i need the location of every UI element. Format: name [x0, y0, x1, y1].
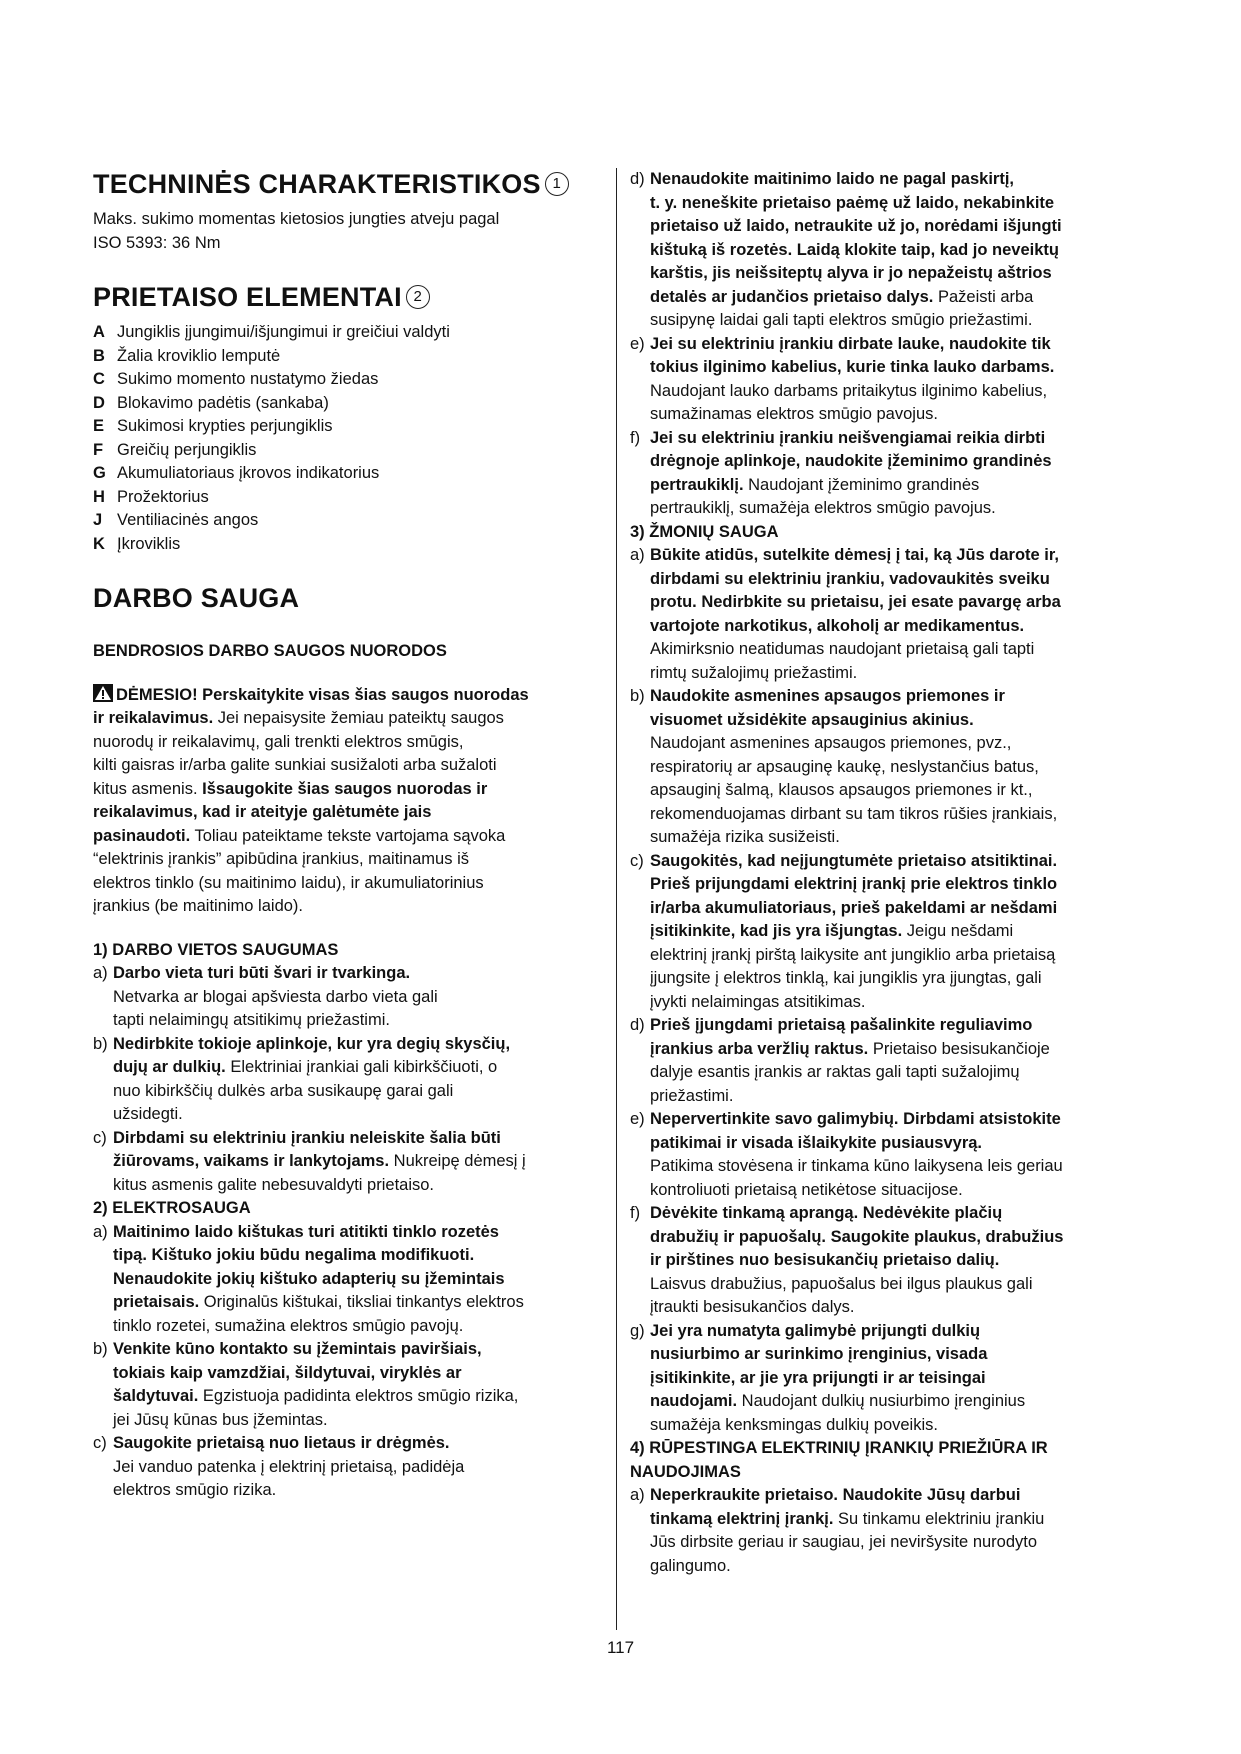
- section-3-heading: 3) ŽMONIŲ SAUGA: [630, 522, 779, 541]
- rule-3c-text: Prieš prijungdami elektrinį įrankį prie elektros tinklo ir/arba akumuliatoriaus, prieš pakeldami ar nešdami įsitikinkite, kad jis yra išjungtas. Jeigu nešdami elektrinį įrankį pirštą laikysite ant jungiklio arba prietaisą įjungsite į elektros tinklą, kai jungiklis yra įjungtas, gali įvykti nelaimingas atsitikimas.: [650, 875, 1058, 1011]
- element-item: B Žalia kroviklio lemputė: [93, 346, 281, 365]
- element-item: D Blokavimo padėtis (sankaba): [93, 393, 329, 412]
- column-divider: [616, 168, 617, 1630]
- rule-1a-text: Netvarka ar blogai apšviesta darbo vieta gali tapti nelaimingų atsitikimų priežastimi.: [113, 987, 438, 1029]
- rule-3a: a) Būkite atidūs, sutelkite dėmesį į tai, ką Jūs darote ir,: [630, 546, 1059, 564]
- rule-2c: c) Saugokite prietaisą nuo lietaus ir drėgmės.: [93, 1434, 450, 1452]
- rule-4a-text: tinkamą elektrinį įrankį. Su tinkamu elektriniu įrankiu Jūs dirbsite geriau ir saugiau, jei neviršysite nurodyto galingumo.: [650, 1509, 1045, 1575]
- rule-3f-text: drabužių ir papuošalų. Saugokite plaukus, drabužius ir pirštines nuo besisukančių prietaiso dalių. Laisvus drabužius, papuošalus bei ilgus plaukus gali įtraukti besisukančios dalys.: [650, 1227, 1064, 1316]
- rule-1c-text: žiūrovams, vaikams ir lankytojams. Nukreipę dėmesį į kitus asmenis galite nebesuvaldyti prietaiso.: [113, 1152, 526, 1194]
- section-4-heading: 4) RŪPESTINGA ELEKTRINIŲ ĮRANKIŲ PRIEŽIŪRA IR NAUDOJIMAS: [630, 1439, 1048, 1481]
- rule-1b: b) Nedirbkite tokioje aplinkoje, kur yra degių skysčių,: [93, 1034, 511, 1053]
- rule-2d-text: t. y. neneškite prietaiso paėmę už laido, nekabinkite prietaiso už laido, netraukite už jo, norėdami išjungti kištuką iš rozetės. Laidą klokite taip, kad jo neveiktų karštis, jis neišsiteptų alyva ir jo nepažeistų aštrios detalės ar judančios prietaiso dalys. Pažeisti arba susipynę laidai gali tapti elektros smūgio priežastimi.: [650, 193, 1062, 329]
- rule-2c-text: Jei vanduo patenka į elektrinį prietaisą, padidėja elektros smūgio rizika.: [113, 1457, 465, 1499]
- rule-3c: c) Saugokitės, kad neįjungtumėte prietaiso atsitiktinai.: [630, 851, 1058, 870]
- warning-icon: [93, 684, 113, 702]
- right-column: [630, 168, 1150, 1578]
- rule-2a-text: tipą. Kištuko jokiu būdu negalima modifikuoti. Nenaudokite jokių kištuko adapterių su įžemintais prietaisais. Originalūs kištukai, tiksliai tinkantys elektros tinklo rozetei, sumažina elektros smūgio pavojų.: [113, 1246, 524, 1335]
- rule-1c: c) Dirbdami su elektriniu įrankiu neleiskite šalia būti: [93, 1128, 501, 1147]
- general-safety-heading: BENDROSIOS DARBO SAUGOS NUORODOS: [93, 642, 447, 660]
- figure-ref-2: 2: [406, 285, 430, 309]
- rule-3f: f) Dėvėkite tinkamą aprangą. Nedėvėkite plačių: [630, 1204, 1003, 1222]
- warning-paragraph: DĖMESIO! Perskaitykite visas šias saugos nuorodas ir reikalavimus. Jei nepaisysite žemiau pateiktų saugos nuorodų ir reikalavimų, gali trenkti elektros smūgis, kilti gaisras ir/arba galite sunkiai susižaloti arba sužaloti kitus asmenis. Išsaugokite šias saugos nuorodas ir reikalavimus, kad ir ateityje galėtumėte jais pasinaudoti. Toliau pateiktame tekste vartojama sąvoka “elektrinis įrankis” apibūdina įrankius, maitinamus iš elektros tinklo (su maitinimo laidu), ir akumuliatorinius įrankius (be maitinimo laido).: [93, 685, 529, 915]
- page-number: 117: [606, 1638, 635, 1657]
- element-item: C Sukimo momento nustatymo žiedas: [93, 370, 379, 388]
- rule-4a: a) Neperkraukite prietaiso. Naudokite Jūsų darbui: [630, 1486, 1021, 1504]
- rule-2f-text: drėgnoje aplinkoje, naudokite įžeminimo grandinės pertraukiklį. Naudojant įžeminimo grandinės pertraukiklį, sumažėja elektros smūgio pavojus.: [650, 452, 1052, 517]
- rule-3e-text: patikimai ir visada išlaikykite pusiausvyrą. Patikima stovėsena ir tinkama kūno laikysena leis geriau kontroliuoti prietaisą netikėtose situacijose.: [650, 1133, 1063, 1199]
- section-1-heading: 1) DARBO VIETOS SAUGUMAS: [93, 940, 339, 959]
- elements-list: [93, 321, 605, 556]
- rule-2b: b) Venkite kūno kontakto su įžemintais paviršiais,: [93, 1340, 482, 1358]
- rule-2f: f) Jei su elektriniu įrankiu neišvengiamai reikia dirbti: [630, 428, 1046, 447]
- section-2-heading: 2) ELEKTROSAUGA: [93, 1199, 251, 1217]
- rule-3g: g) Jei yra numatyta galimybė prijungti dulkių: [630, 1321, 981, 1340]
- rule-2e-text: tokius ilginimo kabelius, kurie tinka lauko darbams. Naudojant lauko darbams pritaikytus ilginimo kabelius, sumažinamas elektros smūgio pavojus.: [650, 358, 1055, 423]
- rule-3b: b) Naudokite asmenines apsaugos priemones ir: [630, 687, 1005, 705]
- element-item: J Ventiliacinės angos: [93, 511, 259, 529]
- rule-3b-text: visuomet užsidėkite apsauginius akinius. Naudojant asmenines apsaugos priemones, pvz., respiratorių ar apsauginę kaukę, neslystančius batus, apsauginį šalmą, klausos apsaugos priemones ir kt., rekomenduojamas dirbant su tam tikros rūšies įrankiais, sumažėja rizika susižeisti.: [650, 710, 1058, 846]
- rule-1b-text: dujų ar dulkių. Elektriniai įrankiai gali kibirkščiuoti, o nuo kibirkščių dulkės arba susikaupę garai gali užsidegti.: [113, 1058, 498, 1123]
- element-item: K Įkroviklis: [93, 534, 181, 553]
- rule-2d: d) Nenaudokite maitinimo laido ne pagal paskirtį,: [630, 170, 1014, 188]
- element-item: H Prožektorius: [93, 487, 209, 506]
- tech-text: Maks. sukimo momentas kietosios jungties atveju pagal ISO 5393: 36 Nm: [93, 210, 500, 252]
- rule-3e: e) Nepervertinkite savo galimybių. Dirbdami atsistokite: [630, 1110, 1061, 1128]
- rule-1a: a) Darbo vieta turi būti švari ir tvarkinga.: [93, 964, 411, 982]
- element-item: E Sukimosi krypties perjungiklis: [93, 417, 333, 435]
- element-item: G Akumuliatoriaus įkrovos indikatorius: [93, 464, 380, 482]
- rule-3d: d) Prieš įjungdami prietaisą pašalinkite reguliavimo: [630, 1016, 1033, 1034]
- rule-2a: a) Maitinimo laido kištukas turi atitikti tinklo rozetės: [93, 1222, 499, 1241]
- rule-2e: e) Jei su elektriniu įrankiu dirbate lauke, naudokite tik: [630, 334, 1051, 353]
- tech-heading: TECHNINĖS CHARAKTERISTIKOS 1: [93, 168, 605, 200]
- rule-3d-text: įrankius arba veržlių raktus. Prietaiso besisukančioje dalyje esantis įrankis ar raktas gali tapti sužalojimų priežastimi.: [650, 1039, 1050, 1105]
- safety-heading: DARBO SAUGA: [93, 583, 300, 613]
- element-item: A Jungiklis įjungimui/išjungimui ir greičiui valdyti: [93, 323, 450, 341]
- figure-ref-1: 1: [545, 172, 569, 196]
- element-item: F Greičių perjungiklis: [93, 440, 257, 459]
- left-column: [93, 168, 605, 1503]
- rule-3g-text: nusiurbimo ar surinkimo įrenginius, visada įsitikinkite, ar jie yra prijungti ir ar teisingai naudojami. Naudojant dulkių nusiurbimo įrenginius sumažėja kenksmingas dulkių poveikis.: [650, 1345, 1026, 1434]
- rule-2b-text: tokiais kaip vamzdžiai, šildytuvai, viryklės ar šaldytuvai. Egzistuoja padidinta elektros smūgio rizika, jei Jūsų kūnas bus įžemintas.: [113, 1363, 519, 1429]
- elements-heading: PRIETAISO ELEMENTAI 2: [93, 281, 605, 313]
- rule-3a-text: dirbdami su elektriniu įrankiu, vadovaukitės sveiku protu. Nedirbkite su prietaisu, jei esate pavargę arba vartojote narkotikus, alkoholį ar medikamentus. Akimirksnio neatidumas naudojant prietaisą gali tapti rimtų sužalojimų priežastimi.: [650, 569, 1061, 682]
